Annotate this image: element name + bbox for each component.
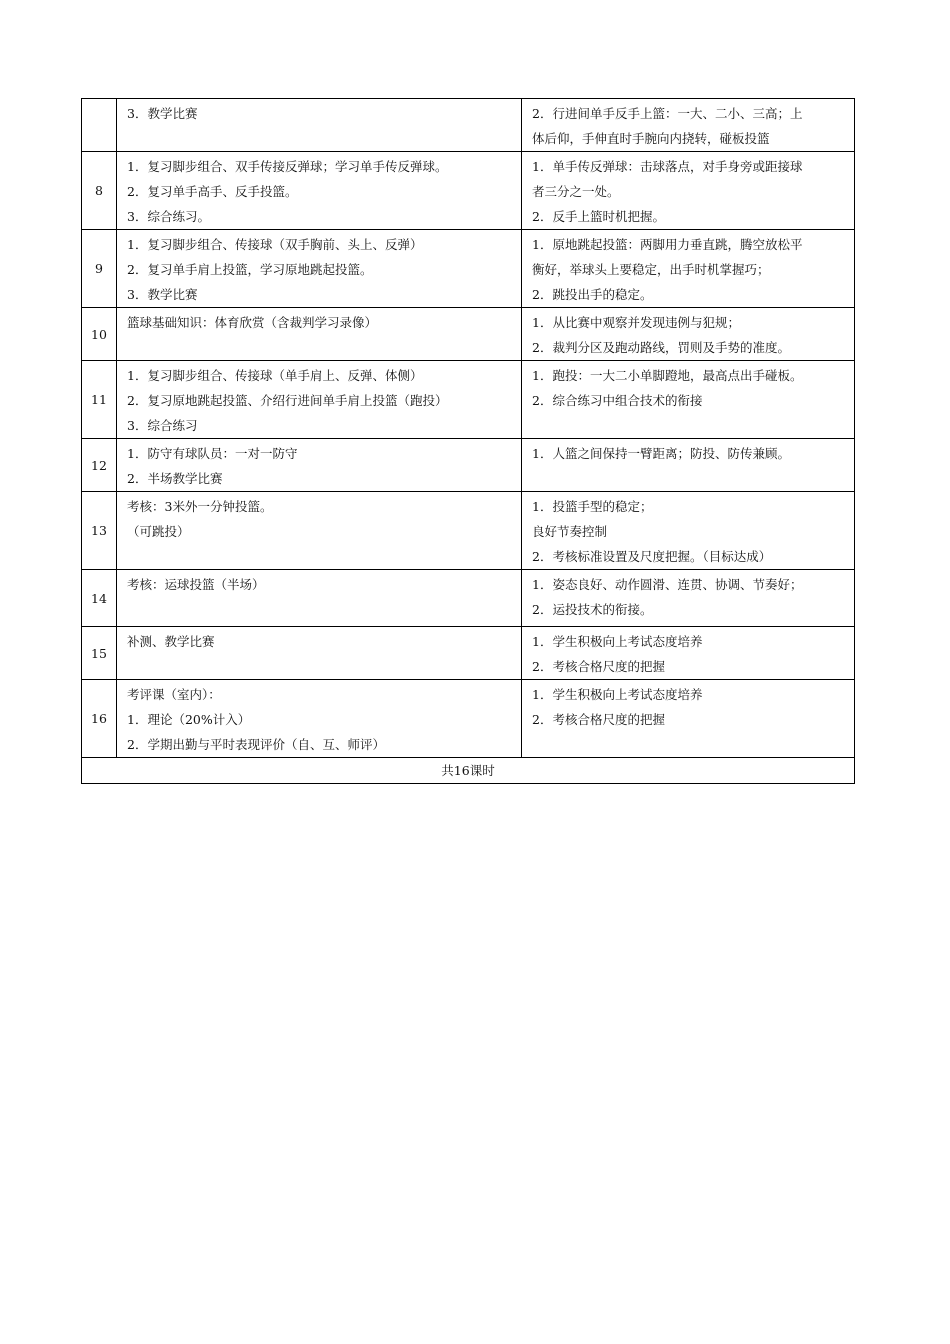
key-points-cell [522, 308, 855, 361]
lesson-content-line: 1．复习脚步组合、传接球（双手胸前、头上、反弹） [127, 237, 423, 252]
key-point-line: 1．从比赛中观察并发现违例与犯规； [532, 315, 740, 330]
lesson-content-cell [117, 230, 522, 308]
key-point-line: 1．姿态良好、动作圆滑、连贯、协调、节奏好； [532, 577, 803, 592]
key-point-line: 2．行进间单手反手上篮：一大、二小、三高；上 [532, 106, 803, 121]
lesson-content-line: 3．综合练习。 [127, 209, 210, 224]
table-row [82, 361, 855, 439]
lesson-content-line: 2．半场教学比赛 [127, 471, 223, 486]
key-point-line: 2．反手上篮时机把握。 [532, 209, 665, 224]
table-row [82, 492, 855, 570]
lesson-content-line: 2．学期出勤与平时表现评价（自、互、师评） [127, 737, 385, 752]
lesson-content-line: 考核：3米外一分钟投篮。 [127, 499, 273, 514]
lesson-content-cell [117, 680, 522, 758]
lesson-content-cell [117, 492, 522, 570]
key-point-line: 1．单手传反弹球：击球落点，对手身旁或距接球 [532, 159, 803, 174]
key-point-line: 1．学生积极向上考试态度培养 [532, 634, 703, 649]
key-point-line: 体后仰，手伸直时手腕向内挠转，碰板投篮 [532, 131, 770, 146]
lesson-content-line: 1．理论（20%计入） [127, 712, 251, 727]
key-point-line: 2．考核标准设置及尺度把握。（目标达成） [532, 549, 772, 564]
table-row [82, 680, 855, 758]
lesson-content-cell [117, 439, 522, 492]
key-points-cell [522, 152, 855, 230]
lesson-content-line: （可跳投） [127, 524, 190, 539]
lesson-content-line: 2．复习原地跳起投篮、介绍行进间单手肩上投篮（跑投） [127, 393, 448, 408]
key-points-cell [522, 680, 855, 758]
lesson-content-line: 2．复习单手肩上投篮，学习原地跳起投篮。 [127, 262, 373, 277]
key-point-line: 2．运投技术的衔接。 [532, 602, 653, 617]
key-points-cell [522, 99, 855, 152]
key-point-line: 1．人篮之间保持一臂距离；防投、防传兼顾。 [532, 446, 790, 461]
lesson-content-cell [117, 308, 522, 361]
lesson-content-cell [117, 99, 522, 152]
lesson-content-line: 3．教学比赛 [127, 106, 198, 121]
lesson-number: 11 [82, 361, 117, 439]
lesson-number: 12 [82, 439, 117, 492]
lesson-number: 15 [82, 627, 117, 680]
lesson-plan-table [81, 98, 855, 784]
key-point-line: 2．跳投出手的稳定。 [532, 287, 653, 302]
key-points-cell [522, 627, 855, 680]
table-row [82, 439, 855, 492]
key-point-line: 1．原地跳起投篮：两脚用力垂直跳，腾空放松平 [532, 237, 803, 252]
lesson-content-cell [117, 627, 522, 680]
key-point-line: 1．学生积极向上考试态度培养 [532, 687, 703, 702]
table-row [82, 570, 855, 627]
total-hours: 共16课时 [82, 758, 855, 784]
table-row [82, 99, 855, 152]
key-point-line: 者三分之一处。 [532, 184, 620, 199]
key-point-line: 1．投篮手型的稳定； [532, 499, 653, 514]
key-point-line: 2．综合练习中组合技术的衔接 [532, 393, 703, 408]
key-points-cell [522, 570, 855, 627]
table-footer-row [82, 758, 855, 784]
lesson-content-line: 补测、教学比赛 [127, 634, 215, 649]
table-row [82, 627, 855, 680]
table-row [82, 308, 855, 361]
lesson-number: 9 [82, 230, 117, 308]
lesson-content-cell [117, 152, 522, 230]
lesson-content-cell [117, 570, 522, 627]
key-point-line: 2．考核合格尺度的把握 [532, 712, 665, 727]
lesson-content-line: 2．复习单手高手、反手投篮。 [127, 184, 298, 199]
key-points-cell [522, 361, 855, 439]
lesson-number: 13 [82, 492, 117, 570]
lesson-number: 16 [82, 680, 117, 758]
table-row [82, 152, 855, 230]
key-point-line: 2．裁判分区及跑动路线，罚则及手势的准度。 [532, 340, 790, 355]
lesson-content-line: 1．防守有球队员：一对一防守 [127, 446, 298, 461]
lesson-number: 10 [82, 308, 117, 361]
lesson-number: 14 [82, 570, 117, 627]
lesson-content-line: 考评课（室内）： [127, 687, 221, 702]
lesson-content-line: 3．教学比赛 [127, 287, 198, 302]
lesson-plan-body [82, 99, 855, 758]
lesson-content-line: 1．复习脚步组合、双手传接反弹球；学习单手传反弹球。 [127, 159, 448, 174]
key-points-cell [522, 230, 855, 308]
lesson-content-line: 考核：运球投篮（半场） [127, 577, 265, 592]
lesson-content-cell [117, 361, 522, 439]
lesson-content-line: 篮球基础知识：体育欣赏（含裁判学习录像） [127, 315, 378, 330]
key-points-cell [522, 492, 855, 570]
key-point-line: 良好节奏控制 [532, 524, 608, 539]
lesson-number: 8 [82, 152, 117, 230]
key-point-line: 2．考核合格尺度的把握 [532, 659, 665, 674]
lesson-number [82, 99, 117, 152]
table-row [82, 230, 855, 308]
key-points-cell [522, 439, 855, 492]
key-point-line: 1．跑投：一大二小单脚蹬地，最高点出手碰板。 [532, 368, 803, 383]
lesson-content-line: 1．复习脚步组合、传接球（单手肩上、反弹、体侧） [127, 368, 423, 383]
key-point-line: 衡好，举球头上要稳定，出手时机掌握巧； [532, 262, 770, 277]
lesson-content-line: 3．综合练习 [127, 418, 198, 433]
